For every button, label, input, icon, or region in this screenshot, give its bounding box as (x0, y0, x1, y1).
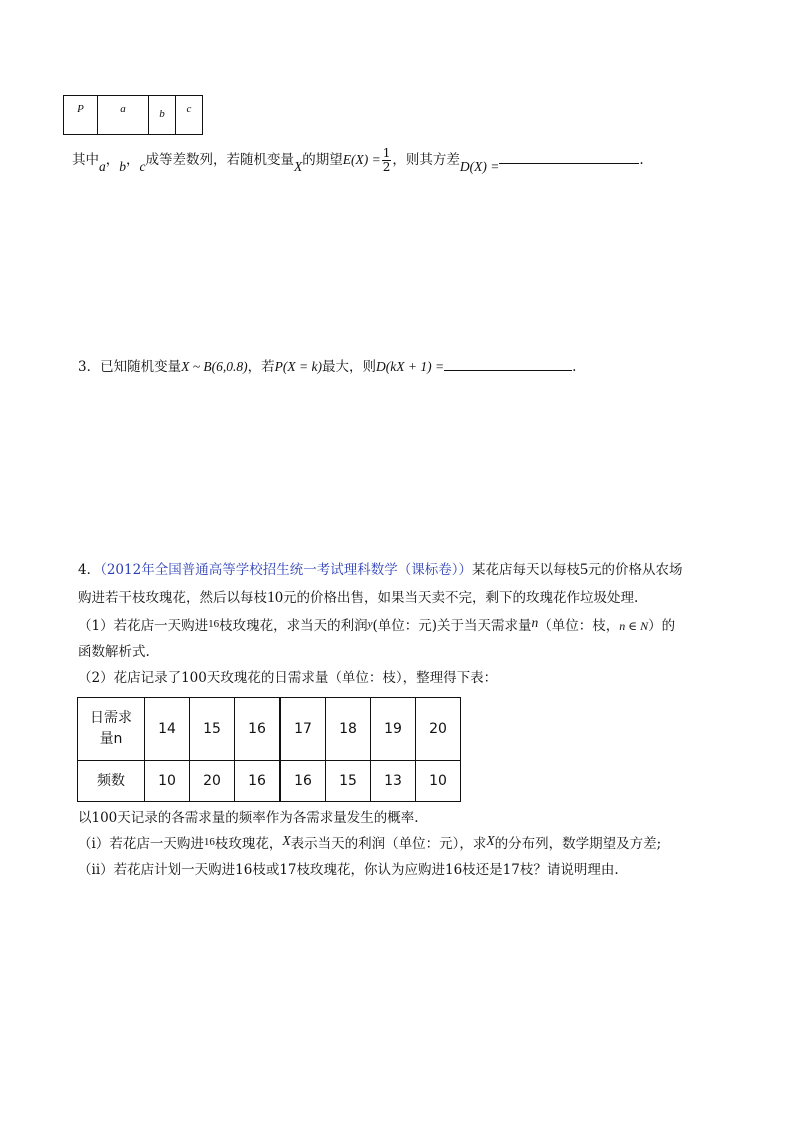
q3-text: 3．已知随机变量 (78, 359, 182, 375)
binomial-expr: X ~ B(6,0.8) (181, 359, 248, 374)
q4-text: 表示当天的利润（单位：元），求 (290, 836, 487, 852)
var-x: X (294, 159, 303, 174)
fraction-denominator: 2 (382, 160, 391, 174)
q4-text: 以100天记录的各需求量的频率作为各需求量发生的概率. (78, 810, 419, 826)
question-4-part-2 (78, 668, 497, 688)
demand-value: 16 (248, 721, 266, 737)
table-header-cell (78, 698, 145, 761)
variance-expr: D(X) = (459, 159, 500, 174)
q4-text: （单位：枝， (538, 618, 620, 634)
demand-frequency-table (77, 697, 461, 802)
table-cell (416, 761, 461, 802)
table-header-cell (78, 761, 145, 802)
frequency-value: 10 (158, 773, 176, 789)
expectation-expr: E(X) = (342, 152, 381, 167)
fraction-numerator: 1 (382, 146, 391, 160)
table-cell (176, 96, 203, 135)
q2-text: ，则其方差 (392, 152, 460, 168)
frequency-value: 16 (294, 773, 312, 789)
question-4-part-1 (78, 616, 675, 637)
question-4-line-2 (78, 588, 638, 608)
var-x: X (486, 833, 495, 848)
sell-price: 10 (267, 589, 283, 606)
table-cell (371, 761, 416, 802)
q4-text: 元的价格从农场 (587, 562, 683, 578)
q2-text: 成等差数列，若随机变量 (145, 152, 294, 168)
question-4-after-table (78, 808, 419, 828)
table-row (78, 698, 461, 761)
q3-text: 最大，则 (321, 359, 376, 375)
purchase-count: 16 (203, 836, 215, 848)
table-cell (280, 698, 326, 761)
q2-prefix: 其中 (72, 152, 99, 168)
frequency-value: 10 (429, 773, 447, 789)
table-cell (371, 698, 416, 761)
table-cell (64, 96, 98, 135)
table-cell (190, 761, 235, 802)
q4-text: 元的价格出售，如果当天卖不完，剩下的玫瑰花作垃圾处理. (283, 590, 639, 606)
table-cell (235, 761, 281, 802)
q4-text: ）的 (648, 618, 676, 634)
cell-label-p: P (77, 103, 84, 115)
buy-price: 5 (579, 561, 588, 578)
q4-text: （ii）若花店计划一天购进16枝或17枝玫瑰花，你认为应购进16枝还是17枝？请说明理由. (78, 862, 619, 878)
q4-text: 枝玫瑰花，求当天的利润 (219, 618, 368, 634)
purchase-count: 16 (208, 618, 220, 630)
frequency-value: 20 (203, 773, 221, 789)
header-label: 频数 (97, 772, 125, 789)
table-cell (98, 96, 149, 135)
table-cell (190, 698, 235, 761)
table-cell (235, 698, 281, 761)
table-cell (326, 698, 371, 761)
table-cell (145, 761, 190, 802)
question-4-part-i (78, 834, 661, 855)
distribution-table (63, 95, 203, 135)
q2-sep: ， (126, 152, 140, 168)
header-label: 量n (99, 731, 123, 747)
question-4-part-1-cont (78, 642, 150, 662)
table-cell (326, 761, 371, 802)
variance-expr: D(kX + 1) = (375, 359, 445, 374)
q4-text: 函数解析式. (78, 644, 150, 660)
var-b: b (119, 159, 126, 174)
answer-blank[interactable] (444, 356, 572, 371)
demand-value: 17 (294, 721, 312, 737)
demand-value: 14 (158, 721, 176, 737)
q2-text: 的期望 (302, 152, 343, 168)
q4-text: 枝玫瑰花， (214, 836, 283, 852)
cell-label-a: a (120, 103, 126, 115)
answer-blank[interactable] (499, 149, 639, 164)
demand-value: 18 (339, 721, 357, 737)
q4-text: 购进若干枝玫瑰花，然后以每枝 (78, 590, 267, 606)
question-2-line (72, 147, 644, 174)
q4-text: （1）若花店一天购进 (78, 618, 209, 634)
var-x: X (282, 833, 291, 848)
table-cell (280, 761, 326, 802)
probability-expr: P(X = k) (274, 359, 322, 374)
q4-text: 某花店每天以每枝 (471, 562, 580, 578)
var-a: a (99, 159, 106, 174)
q4-text: (单位：元)关于当天需求量 (372, 618, 532, 634)
frequency-value: 15 (339, 773, 357, 789)
table-cell (416, 698, 461, 761)
table-cell (149, 96, 176, 135)
table-cell (145, 698, 190, 761)
cell-label-b: b (159, 108, 165, 120)
question-4-line-1 (78, 560, 682, 580)
q3-text: ，若 (247, 359, 275, 375)
var-n: n (531, 615, 539, 630)
question-source-link[interactable]: （2012年全国普通高等学校招生统一考试理科数学（课标卷）） (100, 562, 472, 578)
domain-condition: n ∈ N (619, 619, 649, 633)
demand-value: 15 (203, 721, 221, 737)
table-row (64, 96, 203, 135)
cell-label-c: c (186, 103, 192, 115)
frequency-value: 13 (384, 773, 402, 789)
q4-text: （2）花店记录了100天玫瑰花的日需求量（单位：枝），整理得下表： (78, 670, 498, 686)
q4-text: 的分布列，数学期望及方差; (494, 836, 662, 852)
question-3-line (78, 356, 576, 377)
q3-end: . (572, 359, 577, 375)
demand-value: 19 (384, 721, 402, 737)
question-4-part-ii (78, 860, 619, 880)
q2-sep: ， (105, 152, 120, 168)
demand-value: 20 (429, 721, 447, 737)
q4-text: （i）若花店一天购进 (78, 836, 204, 852)
var-c: c (139, 159, 146, 174)
frequency-value: 16 (248, 773, 266, 789)
q2-end: . (639, 152, 644, 168)
var-y: y (367, 618, 373, 630)
q4-number: 4． (78, 562, 101, 578)
header-label: 日需求 (90, 710, 132, 726)
fraction-one-half (382, 147, 392, 174)
table-row (78, 761, 461, 802)
